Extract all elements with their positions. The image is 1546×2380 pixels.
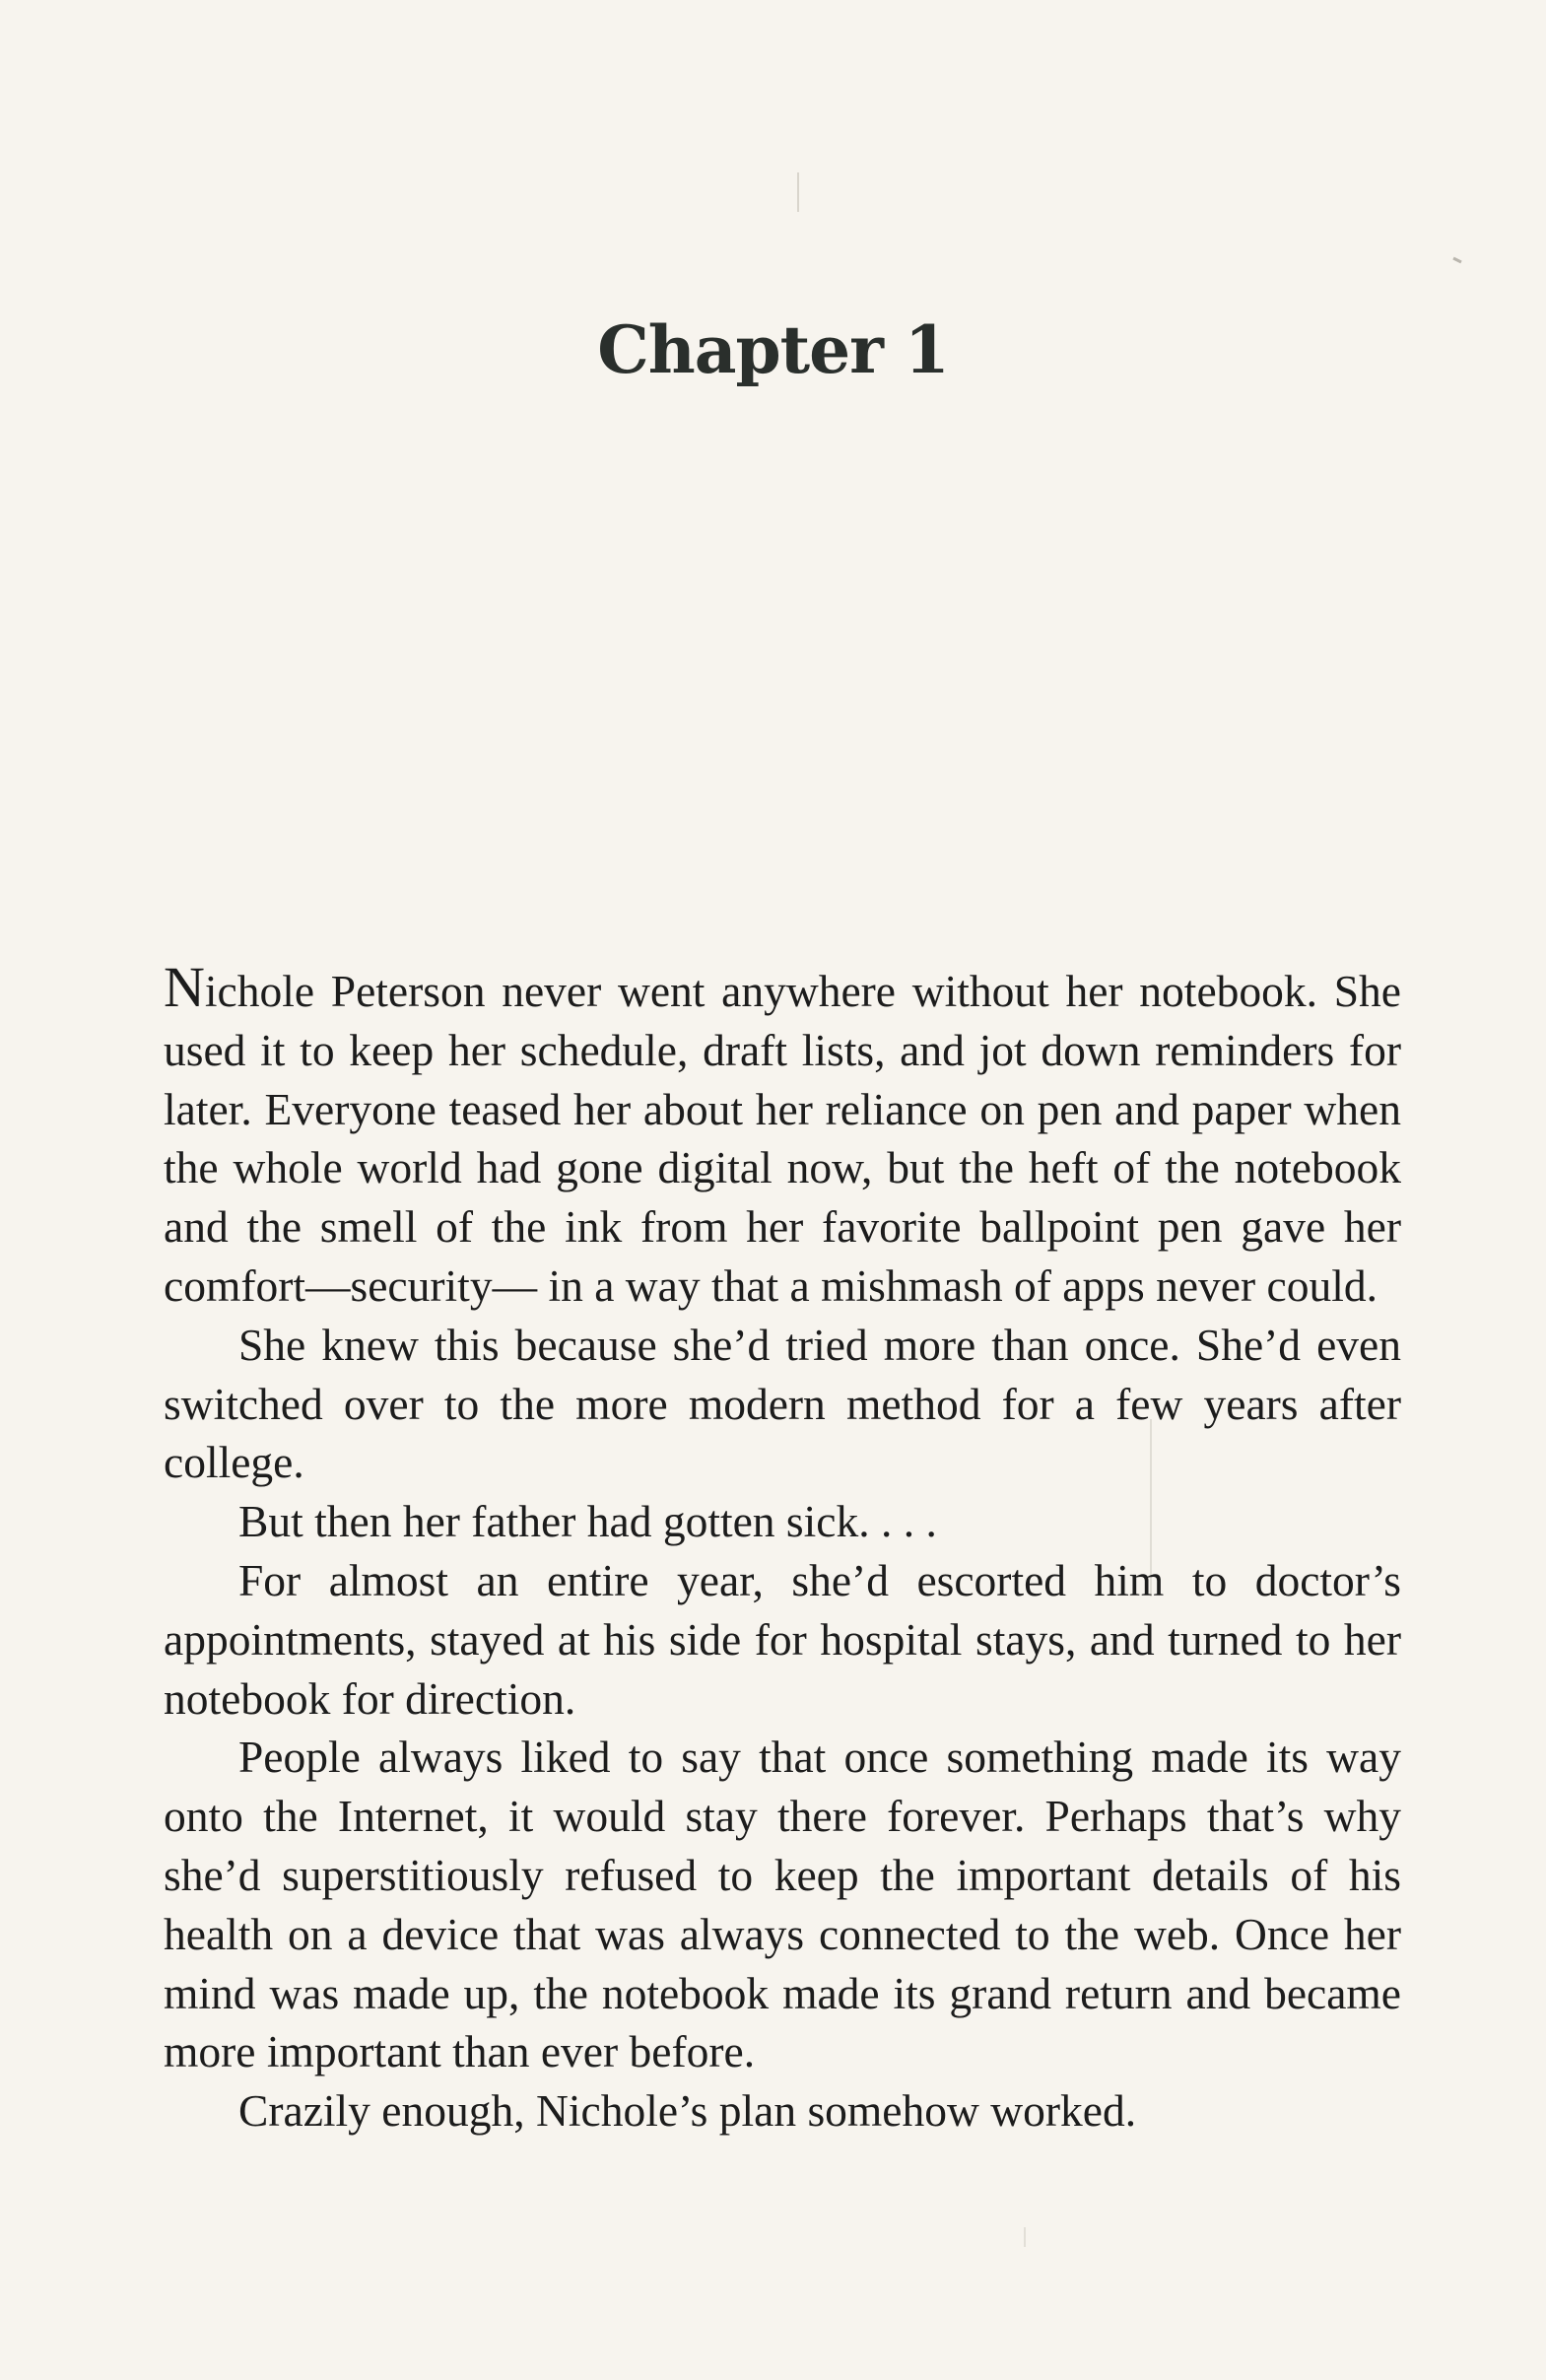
scan-mark <box>1453 258 1461 262</box>
paragraph-1-text: ichole Peterson never went anywhere without her notebook. She used it to keep her schedule, draft lists, and jot down reminders for later. Everyone teased her about her reliance on pen and paper when the whole world had gone digital now, but the heft of the notebook and the smell of the ink from her favorite ballpoint pen gave her comfort—security— in a way that a mishmash of apps never could. <box>164 966 1401 1311</box>
paragraph-6: Crazily enough, Nichole’s plan somehow worked. <box>238 2085 1137 2137</box>
chapter-body <box>164 955 1401 2141</box>
opening-letter: N <box>164 955 205 1019</box>
paragraph-1 <box>164 955 1401 1316</box>
paragraph-4: For almost an entire year, she’d escorted him to doctor’s appointments, stayed at his side for hospital stays, and turned to her notebook for direction. <box>164 1554 1401 1724</box>
paragraph-5: People always liked to say that once something made its way onto the Internet, it would stay there forever. Perhaps that’s why she’d superstitiously refused to keep the important details of his health on a device that was always connected to the web. Once her mind was made up, the notebook made its grand return and became more important than ever before. <box>164 1732 1401 2077</box>
paragraph-2: She knew this because she’d tried more than once. She’d even switched over to the more modern method for a few years after college. <box>164 1319 1401 1488</box>
chapter-title: Chapter 1 <box>597 311 949 389</box>
paragraph-3: But then her father had gotten sick. . . . <box>238 1496 937 1547</box>
